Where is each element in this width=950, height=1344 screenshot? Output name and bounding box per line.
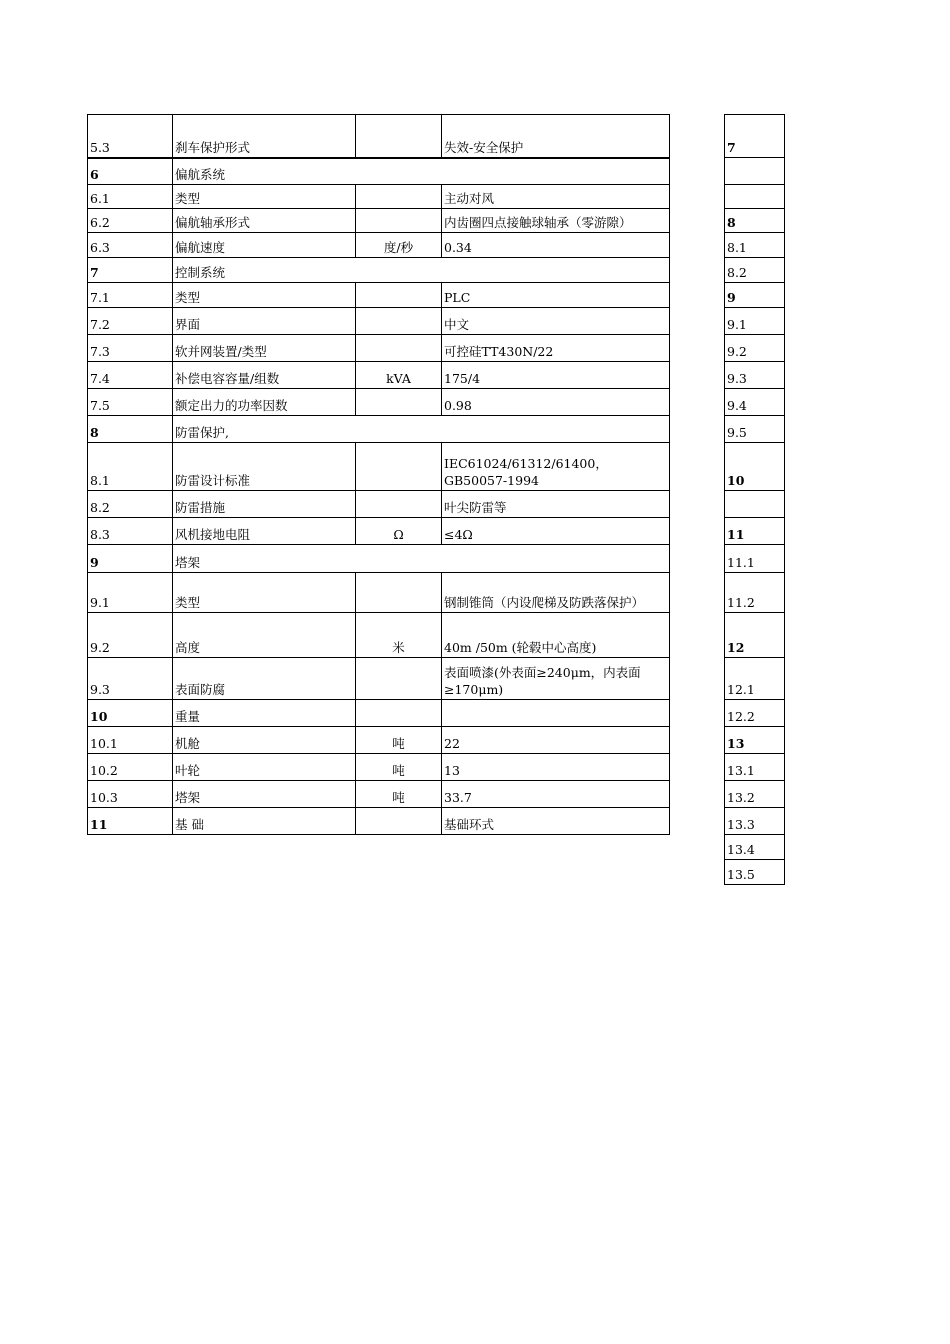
table-row [88, 283, 670, 308]
section-title: 偏航系统 [173, 158, 670, 185]
item-unit [356, 308, 442, 335]
table-row [725, 283, 785, 308]
item-unit [356, 185, 442, 209]
item-name: 表面防腐 [173, 658, 356, 700]
item-name: 高度 [173, 613, 356, 658]
item-value: 表面喷漆(外表面≥240μm，内表面≥170μm) [442, 658, 670, 700]
item-unit [356, 443, 442, 491]
item-number: 7.3 [88, 335, 173, 362]
side-index-cell: 13.3 [725, 808, 785, 835]
side-index-cell: 8.1 [725, 233, 785, 258]
item-number: 10 [88, 700, 173, 727]
item-value: 175/4 [442, 362, 670, 389]
section-title: 防雷保护, [173, 416, 670, 443]
table-row [725, 727, 785, 754]
table-row [88, 613, 670, 658]
table-row [725, 308, 785, 335]
table-row [88, 491, 670, 518]
side-index-cell: 11 [725, 518, 785, 545]
table-row [725, 158, 785, 185]
item-number: 10.3 [88, 781, 173, 808]
item-number: 7.5 [88, 389, 173, 416]
side-index-cell: 10 [725, 443, 785, 491]
side-index-cell: 13.4 [725, 835, 785, 860]
item-unit [356, 389, 442, 416]
item-value: 基础环式 [442, 808, 670, 835]
side-index-cell: 12.2 [725, 700, 785, 727]
table-row [725, 808, 785, 835]
item-number: 7.2 [88, 308, 173, 335]
item-number: 10.2 [88, 754, 173, 781]
item-name: 软并网装置/类型 [173, 335, 356, 362]
item-unit: 吨 [356, 781, 442, 808]
item-unit: kVA [356, 362, 442, 389]
side-index-cell: 13.2 [725, 781, 785, 808]
item-value: 内齿圈四点接触球轴承（零游隙） [442, 209, 670, 233]
table-row [725, 233, 785, 258]
item-value: 失效-安全保护 [442, 115, 670, 158]
table-row [88, 233, 670, 258]
item-number: 8 [88, 416, 173, 443]
item-number: 6.2 [88, 209, 173, 233]
item-value: 叶尖防雷等 [442, 491, 670, 518]
side-index-cell: 9.5 [725, 416, 785, 443]
side-index-cell: 13.5 [725, 860, 785, 885]
item-name: 额定出力的功率因数 [173, 389, 356, 416]
section-title: 塔架 [173, 545, 670, 573]
item-value: IEC61024/61312/61400，GB50057-1994 [442, 443, 670, 491]
table-row [88, 335, 670, 362]
item-number: 6 [88, 158, 173, 185]
side-index-cell: 12.1 [725, 658, 785, 700]
item-value: 可控硅TT430N/22 [442, 335, 670, 362]
item-unit [356, 209, 442, 233]
table-row [725, 416, 785, 443]
table-row [88, 700, 670, 727]
table-row [725, 443, 785, 491]
item-name: 重量 [173, 700, 356, 727]
item-value: 33.7 [442, 781, 670, 808]
table-row [725, 545, 785, 573]
item-name: 风机接地电阻 [173, 518, 356, 545]
table-row [725, 389, 785, 416]
item-name: 机舱 [173, 727, 356, 754]
item-value: 主动对风 [442, 185, 670, 209]
table-row [725, 362, 785, 389]
item-number: 9.1 [88, 573, 173, 613]
item-unit [356, 115, 442, 158]
item-unit [356, 700, 442, 727]
side-index-cell: 11.1 [725, 545, 785, 573]
item-name: 刹车保护形式 [173, 115, 356, 158]
table-row [725, 491, 785, 518]
item-number: 8.3 [88, 518, 173, 545]
item-unit: 度/秒 [356, 233, 442, 258]
table-row [88, 416, 670, 443]
item-unit: 吨 [356, 754, 442, 781]
side-index-cell: 9.2 [725, 335, 785, 362]
table-row [88, 362, 670, 389]
item-number: 9.3 [88, 658, 173, 700]
table-row [88, 727, 670, 754]
table-row [88, 185, 670, 209]
table-row [725, 658, 785, 700]
side-index-cell [725, 158, 785, 185]
side-index-table [724, 114, 785, 885]
table-row [725, 209, 785, 233]
side-index-cell: 7 [725, 115, 785, 158]
table-row [88, 573, 670, 613]
item-name: 类型 [173, 185, 356, 209]
table-row [725, 781, 785, 808]
table-row [88, 808, 670, 835]
item-value: 40m /50m (轮毂中心高度) [442, 613, 670, 658]
item-value: 钢制锥筒（内设爬梯及防跌落保护） [442, 573, 670, 613]
item-number: 7.1 [88, 283, 173, 308]
item-number: 8.1 [88, 443, 173, 491]
item-name: 基 础 [173, 808, 356, 835]
item-value: 0.34 [442, 233, 670, 258]
item-value: ≤4Ω [442, 518, 670, 545]
item-number: 6.1 [88, 185, 173, 209]
item-unit [356, 283, 442, 308]
item-number: 11 [88, 808, 173, 835]
item-name: 类型 [173, 573, 356, 613]
table-row [88, 518, 670, 545]
side-index-cell: 8 [725, 209, 785, 233]
side-index-cell: 11.2 [725, 573, 785, 613]
item-number: 10.1 [88, 727, 173, 754]
table-row [88, 781, 670, 808]
side-index-cell: 9.3 [725, 362, 785, 389]
side-index-cell: 9 [725, 283, 785, 308]
item-name: 补偿电容容量/组数 [173, 362, 356, 389]
item-number: 9.2 [88, 613, 173, 658]
item-name: 塔架 [173, 781, 356, 808]
item-unit [356, 808, 442, 835]
item-unit [356, 335, 442, 362]
item-value: 22 [442, 727, 670, 754]
item-number: 6.3 [88, 233, 173, 258]
table-row [725, 613, 785, 658]
spec-table [87, 114, 670, 835]
item-value: PLC [442, 283, 670, 308]
table-row [725, 115, 785, 158]
table-row [725, 518, 785, 545]
table-row [88, 658, 670, 700]
table-row [88, 209, 670, 233]
table-row [725, 700, 785, 727]
item-number: 8.2 [88, 491, 173, 518]
item-name: 类型 [173, 283, 356, 308]
table-row [725, 860, 785, 885]
item-value: 13 [442, 754, 670, 781]
section-title: 控制系统 [173, 258, 670, 283]
table-row [88, 389, 670, 416]
table-row [725, 754, 785, 781]
side-index-cell: 12 [725, 613, 785, 658]
item-number: 5.3 [88, 115, 173, 158]
item-name: 防雷设计标准 [173, 443, 356, 491]
table-row [725, 258, 785, 283]
table-row [725, 185, 785, 209]
side-index-cell: 8.2 [725, 258, 785, 283]
table-row [88, 158, 670, 185]
table-row [88, 115, 670, 158]
item-unit: 吨 [356, 727, 442, 754]
table-row [725, 335, 785, 362]
table-row [88, 545, 670, 573]
table-row [88, 443, 670, 491]
item-unit: 米 [356, 613, 442, 658]
table-row [88, 754, 670, 781]
item-number: 7 [88, 258, 173, 283]
item-value: 中文 [442, 308, 670, 335]
item-value: 0.98 [442, 389, 670, 416]
item-name: 界面 [173, 308, 356, 335]
side-index-cell [725, 185, 785, 209]
item-name: 偏航轴承形式 [173, 209, 356, 233]
item-unit [356, 573, 442, 613]
item-value [442, 700, 670, 727]
item-number: 7.4 [88, 362, 173, 389]
table-row [725, 573, 785, 613]
item-name: 叶轮 [173, 754, 356, 781]
item-unit [356, 491, 442, 518]
side-index-cell [725, 491, 785, 518]
side-index-cell: 9.4 [725, 389, 785, 416]
table-row [88, 308, 670, 335]
item-name: 防雷措施 [173, 491, 356, 518]
item-unit: Ω [356, 518, 442, 545]
item-number: 9 [88, 545, 173, 573]
item-unit [356, 658, 442, 700]
side-index-cell: 13 [725, 727, 785, 754]
table-row [725, 835, 785, 860]
table-row [88, 258, 670, 283]
side-index-cell: 9.1 [725, 308, 785, 335]
item-name: 偏航速度 [173, 233, 356, 258]
side-index-cell: 13.1 [725, 754, 785, 781]
